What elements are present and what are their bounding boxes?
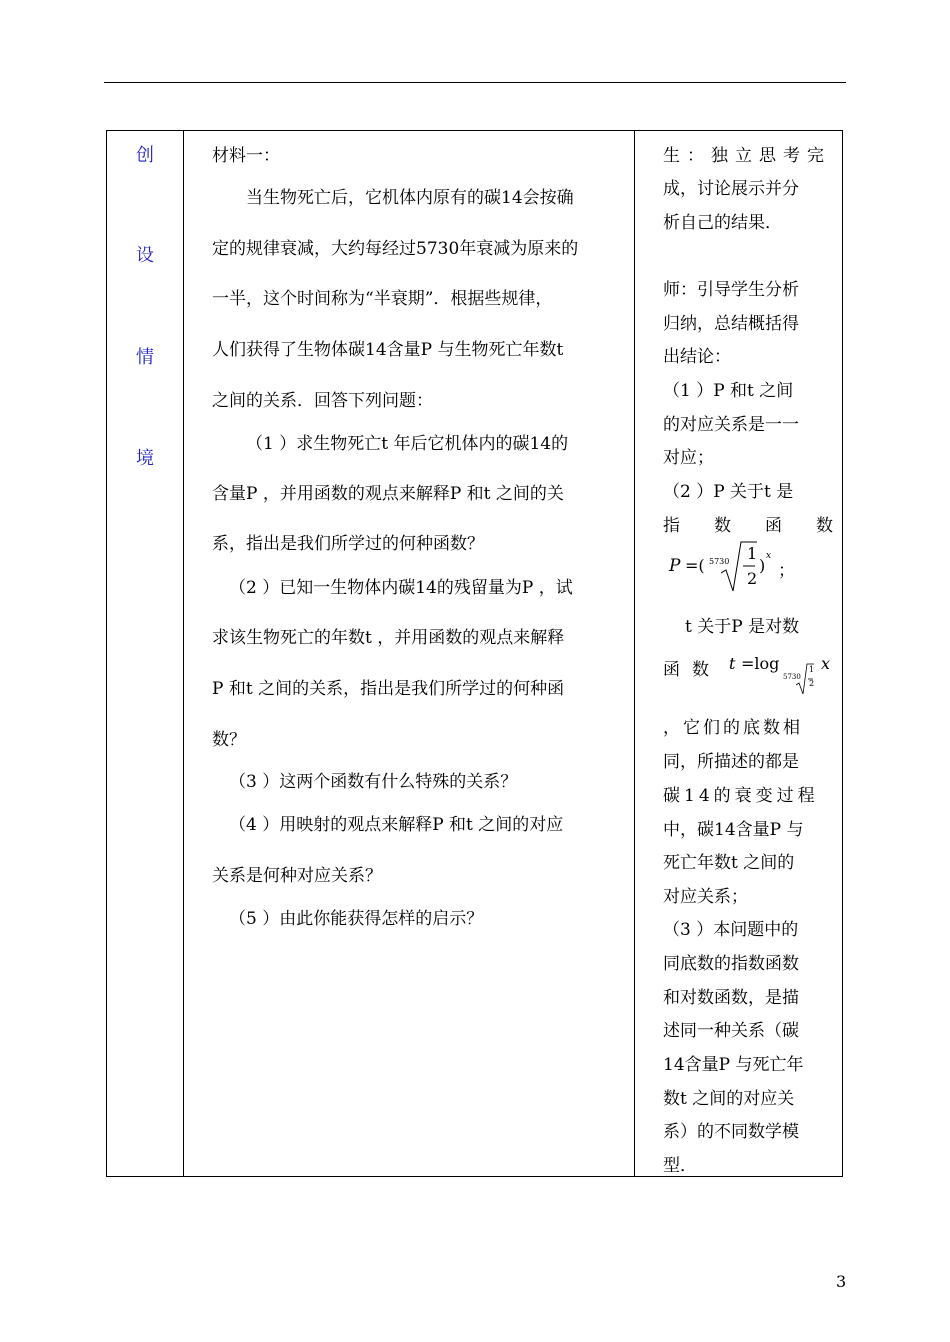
material-line: 之间的关系．回答下列问题：	[212, 391, 433, 411]
activity-line: ；	[778, 561, 795, 581]
activity-line: 指数函数	[663, 516, 867, 536]
activity-line: （3 ）本问题中的	[663, 920, 799, 940]
activity-line: （1 ）P 和t 之间	[663, 381, 794, 401]
column-divider	[183, 131, 184, 1176]
activity-line: t 关于P 是对数	[685, 617, 800, 637]
activity-line: 生：独立思考完	[663, 146, 831, 166]
activity-line: 数t 之间的对应关	[663, 1089, 795, 1109]
question-line: （4 ）用映射的观点来解释P 和t 之间的对应	[229, 815, 564, 835]
question-line: （2 ）已知一生物体内碳14的残留量为P ，试	[229, 578, 573, 598]
column-divider	[634, 131, 635, 1176]
radical-index: 5730	[783, 673, 801, 681]
activity-line: 出结论：	[663, 347, 731, 367]
formula-argument: x	[821, 654, 831, 673]
formula-log: =log	[741, 654, 780, 673]
question-line: （1 ）求生物死亡t 年后它机体内的碳14的	[246, 434, 569, 454]
activity-line: 析自己的结果．	[663, 213, 782, 233]
fraction-numerator: 1	[809, 665, 815, 674]
question-line: 数？	[212, 730, 246, 750]
activity-line: 碳14的衰变过程	[663, 786, 819, 806]
question-line: 求该生物死亡的年数t ，并用函数的观点来解释	[212, 628, 565, 648]
activity-line: 14含量P 与死亡年	[663, 1055, 804, 1075]
material-title: 材料一：	[212, 146, 280, 166]
stage-char: 情	[136, 347, 154, 368]
question-line: （5 ）由此你能获得怎样的启示？	[229, 909, 484, 929]
activity-line: 对应关系；	[663, 887, 748, 907]
question-line: （3 ）这两个函数有什么特殊的关系？	[229, 772, 518, 792]
question-line: P 和t 之间的关系，指出是我们所学过的何种函	[212, 679, 565, 699]
formula-lhs: P	[669, 556, 681, 576]
activity-line: 中，碳14含量P 与	[663, 820, 804, 840]
stage-char: 创	[136, 145, 154, 166]
question-line: 含量P ，并用函数的观点来解释P 和t 之间的关	[212, 484, 564, 504]
fraction-numerator: 1	[747, 544, 758, 563]
material-line: 当生物死亡后，它机体内原有的碳14会按确	[246, 188, 574, 208]
fraction-denominator: 2	[809, 679, 815, 688]
activity-line: 系）的不同数学模	[663, 1122, 799, 1142]
formula-lhs: t	[729, 654, 736, 673]
lesson-table	[106, 130, 867, 1177]
activity-line: 同，所描述的都是	[663, 752, 799, 772]
activity-line: 归纳，总结概括得	[663, 314, 799, 334]
stage-char: 设	[136, 245, 154, 266]
activity-line: 成，讨论展示并分	[663, 179, 799, 199]
activity-line: 对应；	[663, 448, 714, 468]
material-line: 定的规律衰减，大约每经过5730年衰减为原来的	[212, 239, 579, 259]
activity-line: ，它们的底数相	[663, 718, 803, 738]
formula-exponent: x	[766, 551, 772, 561]
activity-line: 函数	[663, 660, 721, 680]
activity-line: 和对数函数，是描	[663, 988, 799, 1008]
activity-line: 同底数的指数函数	[663, 954, 799, 974]
formula-eq: =(	[685, 556, 705, 575]
activity-line: 述同一种关系（碳	[663, 1021, 799, 1041]
activity-line: 的对应关系是一一	[663, 415, 799, 435]
material-line: 一半，这个时间称为“半衰期”．根据些规律，	[212, 289, 553, 309]
material-line: 人们获得了生物体碳14含量P 与生物死亡年数t	[212, 340, 564, 360]
activity-line: 师：引导学生分析	[663, 280, 799, 300]
radical-index: 5730	[709, 557, 730, 566]
activity-line: 死亡年数t 之间的	[663, 853, 795, 873]
header-rule	[104, 82, 846, 83]
activity-line: 型．	[663, 1156, 697, 1176]
question-line: 系，指出是我们所学过的何种函数？	[212, 534, 484, 554]
activity-line: （2 ）P 关于t 是	[663, 482, 794, 502]
page-number: 3	[836, 1272, 847, 1291]
fraction-denominator: 2	[747, 569, 758, 588]
stage-char: 境	[136, 448, 154, 469]
log-formula	[729, 646, 839, 696]
exponential-formula	[663, 537, 833, 593]
formula-paren: )	[759, 556, 766, 575]
question-line: 关系是何种对应关系？	[212, 866, 382, 886]
